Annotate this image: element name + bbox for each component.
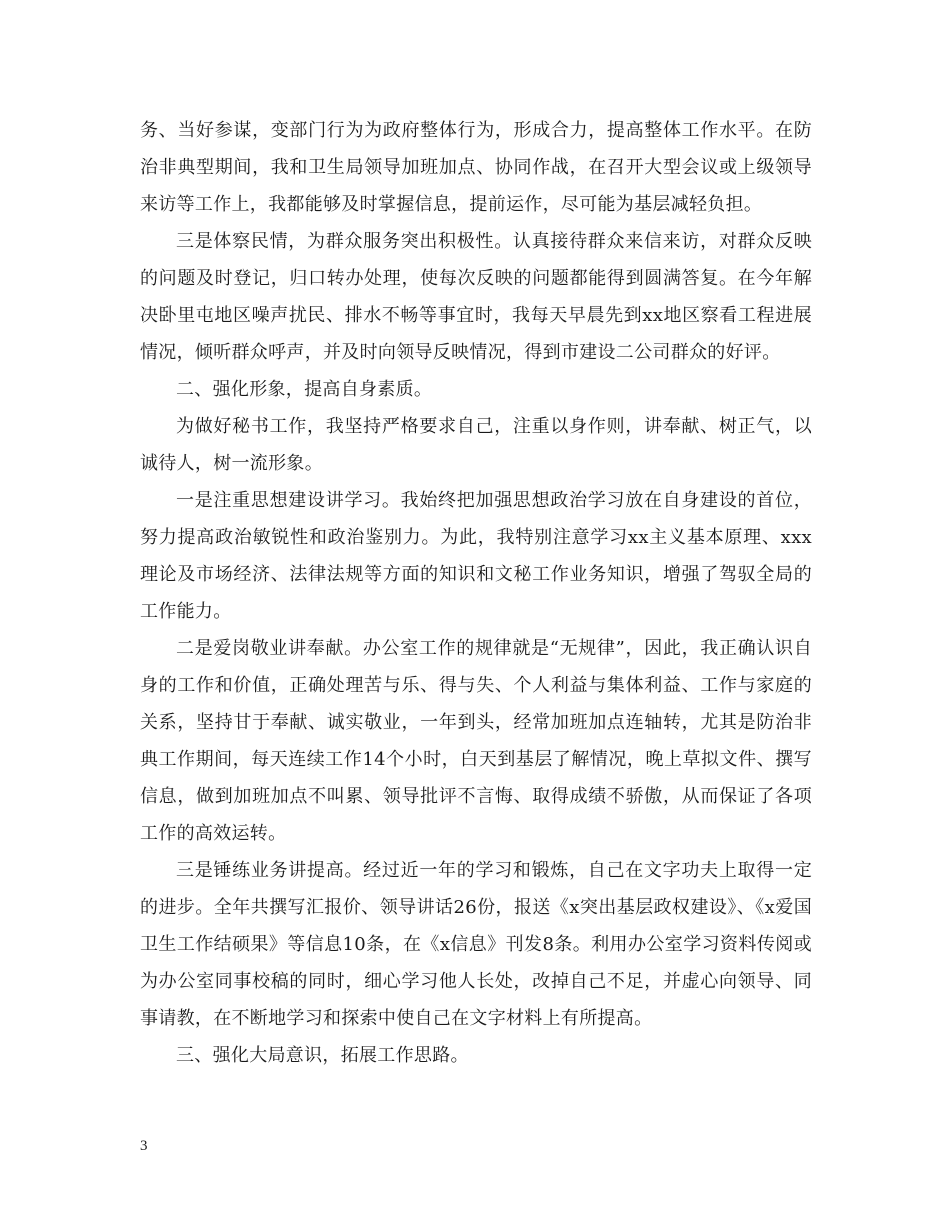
paragraph-4: 为做好秘书工作，我坚持严格要求自己，注重以身作则，讲奉献、树正气，以诚待人，树一流形象。 — [140, 416, 812, 474]
page-number: 3 — [140, 1138, 148, 1154]
paragraph-2: 三是体察民情，为群众服务突出积极性。认真接待群众来信来访，对群众反映的问题及时登记，归口转办处理，使每次反映的问题都能得到圆满答复。在今年解决卧里屯地区噪声扰民、排水不畅等事宜时，我每天早晨先到xx地区察看工程进展情况，倾听群众呼声，并及时向领导反映情况，得到市建设二公司群众的好评。 — [140, 231, 812, 363]
section-heading-3: 三、强化大局意识，拓展工作思路。 — [176, 1045, 469, 1066]
paragraph-1: 务、当好参谋，变部门行为为政府整体行为，形成合力，提高整体工作水平。在防治非典型期间，我和卫生局领导加班加点、协同作战，在召开大型会议或上级领导来访等工作上，我都能够及时掌握信息，提前运作，尽可能为基层减轻负担。 — [140, 120, 812, 215]
paragraph-5: 一是注重思想建设讲学习。我始终把加强思想政治学习放在自身建设的首位，努力提高政治敏锐性和政治鉴别力。为此，我特别注意学习xx主义基本原理、xxx理论及市场经济、法律法规等方面的知识和文秘工作业务知识，增强了驾驭全局的工作能力。 — [140, 490, 812, 622]
document-body — [140, 112, 812, 1074]
section-heading-2: 二、强化形象，提高自身素质。 — [176, 379, 433, 400]
paragraph-7: 三是锤练业务讲提高。经过近一年的学习和锻炼，自己在文字功夫上取得一定的进步。全年共撰写汇报价、领导讲话26份，报送《x突出基层政权建设》、《x爱国卫生工作结硕果》等信息10条，在《x信息》刊发8条。利用办公室学习资料传阅或为办公室同事校稿的同时，细心学习他人长处，改掉自己不足，并虚心向领导、同事请教，在不断地学习和探索中使自己在文字材料上有所提高。 — [140, 860, 812, 1029]
paragraph-6: 二是爱岗敬业讲奉献。办公室工作的规律就是“无规律”，因此，我正确认识自身的工作和价值，正确处理苦与乐、得与失、个人利益与集体利益、工作与家庭的关系，坚持甘于奉献、诚实敬业，一年到头，经常加班加点连轴转，尤其是防治非典工作期间，每天连续工作14个小时，白天到基层了解情况，晚上草拟文件、撰写信息，做到加班加点不叫累、领导批评不言悔、取得成绩不骄傲，从而保证了各项工作的高效运转。 — [140, 638, 812, 844]
